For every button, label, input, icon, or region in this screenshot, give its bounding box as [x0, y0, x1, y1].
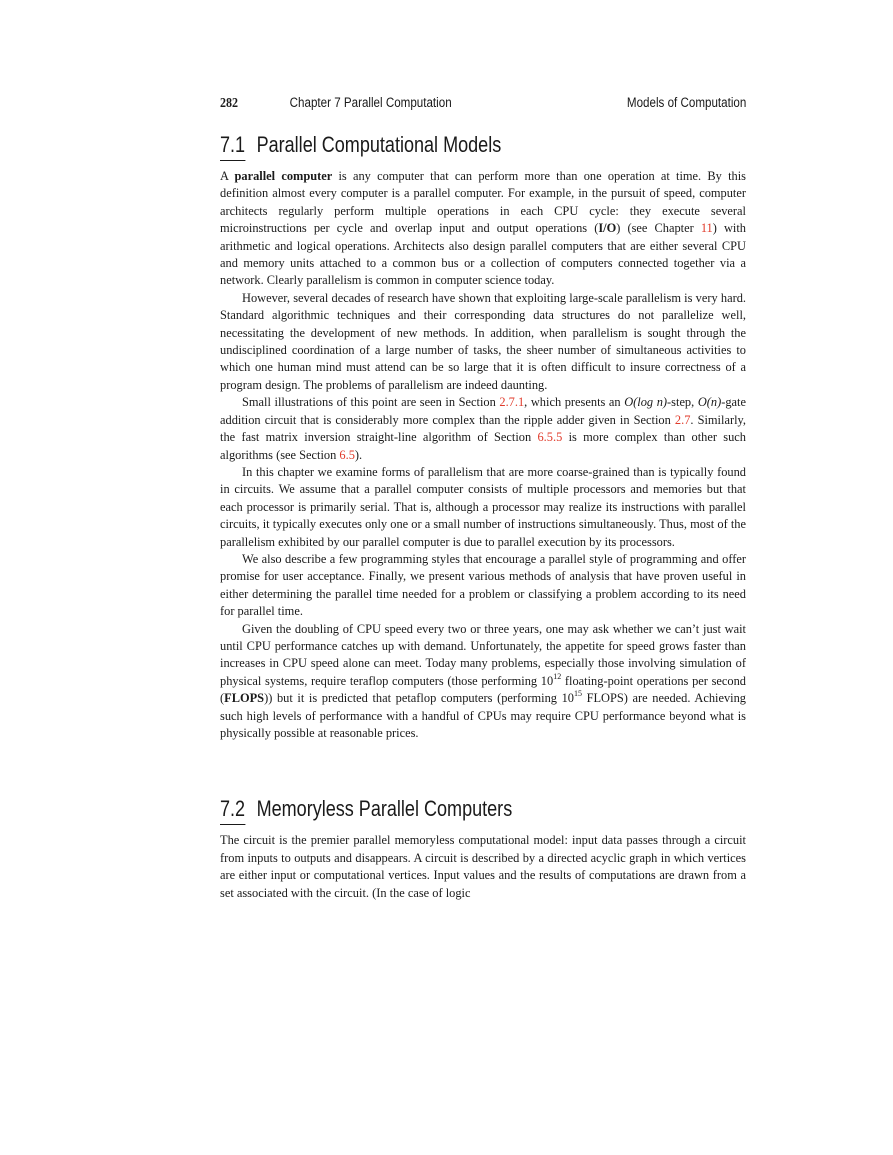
section-title: Memoryless Parallel Computers [256, 796, 513, 822]
chapter-link[interactable]: 11 [700, 221, 713, 236]
exponent: 15 [573, 689, 582, 699]
math-expression: O(log n) [624, 395, 668, 410]
chapter-title: Chapter 7 Parallel Computation [289, 95, 452, 110]
running-header [220, 95, 746, 112]
paragraph: We also describe a few programming styles that encourage a parallel style of programming and offer promise for user acceptance. Finally, we present various methods of analysis that have proven useful in either determining the parallel time needed for a problem or classifying a problem according to its need for parallel time. [220, 551, 746, 619]
paragraph: The circuit is the premier parallel memoryless computational model: input data passes through a circuit from inputs to outputs and disappears. A circuit is described by a directed acyclic graph in which vertices are either input or computational vertices. Input values and the results of computations are drawn from a set associated with the circuit. (In the case of logic [220, 833, 746, 900]
paragraph: In this chapter we examine forms of parallelism that are more coarse-grained than is typically found in circuits. We assume that a parallel computer consists of multiple processors and memories but that each processor is primarily serial. That is, although a processor may realize its instructions with parallel circuits, it typically executes only one or a small number of instructions simultaneously. Thus, most of the parallelism exhibited by our parallel computer is due to parallel execution by its processors. [220, 464, 746, 549]
section-number: 7.2 [220, 796, 245, 825]
term-flops: FLOPS [224, 691, 265, 706]
page-content [220, 95, 746, 902]
section-link[interactable]: 6.5 [339, 447, 355, 462]
section-link[interactable]: 2.7.1 [499, 395, 525, 410]
book-title: Models of Computation [626, 95, 747, 110]
exponent: 12 [553, 671, 562, 681]
section-link[interactable]: 2.7 [674, 412, 691, 427]
section-title: Parallel Computational Models [256, 132, 502, 157]
section-heading-7-2 [220, 796, 746, 826]
section-heading-7-1 [220, 132, 746, 162]
section-number: 7.1 [220, 132, 245, 161]
section-link[interactable]: 6.5.5 [537, 430, 563, 445]
term-io: I/O [598, 221, 617, 236]
math-expression: O(n) [697, 395, 722, 410]
term-parallel-computer: parallel computer [234, 169, 333, 183]
paragraph: However, several decades of research have shown that exploiting large-scale parallelism is very hard. Standard algorithmic techniques and their corresponding data structures do not parallelize well, necessitating the development of new methods. In addition, when parallelism is sought through the undisciplined coordination of a large number of tasks, the sheer number of simultaneous activities to which one human mind must attend can be so large that it is often difficult to insure correctness of a program design. The problems of parallelism are indeed daunting. [220, 290, 746, 392]
paragraph: A parallel computer is any computer that can perform more than one operation at time. By this definition almost every computer is a parallel computer. For example, in the pursuit of speed, computer architects regularly perform multiple operations in each CPU cycle: they execute several microinstructions per cycle and overlap input and output operations (I/O) (see Chapter 11) with arithmetic and logical operations. Architects also design parallel computers that are either several CPU and memory units attached to a common bus or a collection of computers connected together via a network. Clearly parallelism is common in computer science today. [220, 169, 746, 288]
page-number: 282 [220, 96, 239, 111]
paragraph: Small illustrations of this point are seen in Section 2.7.1, which presents an O(log n)-step, O(n)-gate addition circuit that is considerably more complex than the ripple adder given in Section 2.7. Similarly, the fast matrix inversion straight-line algorithm of Section 6.5.5 is more complex than other such algorithms (see Section 6.5). [220, 395, 746, 462]
paragraph: Given the doubling of CPU speed every two or three years, one may ask whether we can’t just wait until CPU performance catches up with demand. Unfortunately, the appetite for speed grows faster than increases in CPU speed alone can meet. Today many problems, especially those involving simulation of physical systems, require teraflop computers (those performing $10^{12}$ floating-point operations per second (FLOPS)) but it is predicted that petaflop computers (performing $10^{15}$ FLOPS) are needed. Achieving such high levels of performance with a handful of CPUs may require CPU performance beyond what is physically possible at reasonable prices. [220, 621, 746, 740]
